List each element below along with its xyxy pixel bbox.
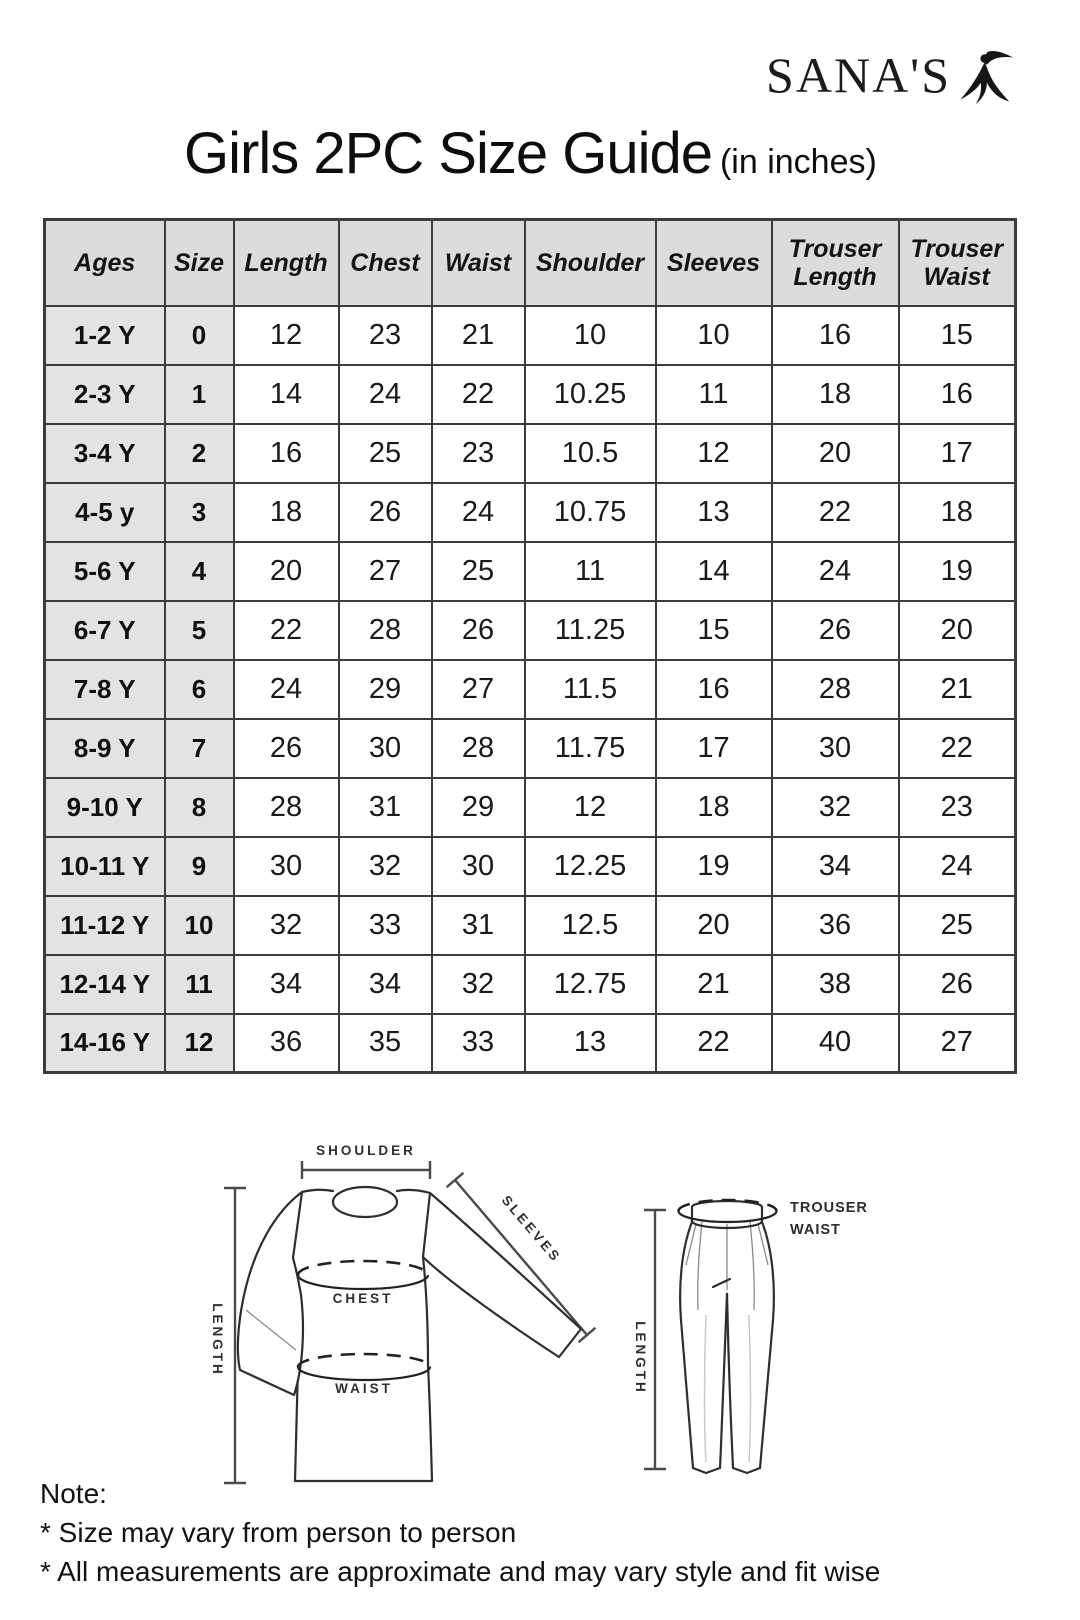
age-cell: 3-4 Y — [45, 424, 165, 483]
measure-cell: 32 — [339, 837, 432, 896]
table-row — [45, 1014, 1016, 1073]
brand-name: SANA'S — [766, 47, 951, 103]
measure-cell: 17 — [656, 719, 772, 778]
measure-cell: 18 — [772, 365, 899, 424]
measure-cell: 10.75 — [525, 483, 656, 542]
column-header: Shoulder — [525, 220, 656, 306]
measure-cell: 21 — [899, 660, 1016, 719]
measure-cell: 16 — [656, 660, 772, 719]
measure-cell: 16 — [772, 306, 899, 365]
table-header-row — [45, 220, 1016, 306]
age-cell: 2-3 Y — [45, 365, 165, 424]
title-main: Girls 2PC Size Guide — [184, 121, 712, 186]
measure-cell: 23 — [339, 306, 432, 365]
trouser-waist-label-line1: TROUSER — [790, 1200, 868, 1216]
shoulder-label: SHOULDER — [316, 1143, 416, 1158]
size-cell: 4 — [165, 542, 234, 601]
age-cell: 7-8 Y — [45, 660, 165, 719]
column-header: Sleeves — [656, 220, 772, 306]
page-title — [184, 121, 877, 186]
measure-cell: 10.5 — [525, 424, 656, 483]
table-row — [45, 778, 1016, 837]
size-cell: 5 — [165, 601, 234, 660]
measure-cell: 25 — [339, 424, 432, 483]
table-row — [45, 542, 1016, 601]
measure-cell: 11.25 — [525, 601, 656, 660]
measure-cell: 18 — [899, 483, 1016, 542]
age-cell: 8-9 Y — [45, 719, 165, 778]
table-row — [45, 601, 1016, 660]
measure-cell: 20 — [899, 601, 1016, 660]
sleeves-label: SLEEVES — [498, 1192, 565, 1266]
size-cell: 3 — [165, 483, 234, 542]
measure-cell: 17 — [899, 424, 1016, 483]
size-cell: 12 — [165, 1014, 234, 1073]
measure-cell: 10.25 — [525, 365, 656, 424]
size-cell: 8 — [165, 778, 234, 837]
size-cell: 7 — [165, 719, 234, 778]
note-heading: Note: — [40, 1478, 107, 1509]
measure-cell: 18 — [656, 778, 772, 837]
measure-cell: 27 — [899, 1014, 1016, 1073]
size-cell: 9 — [165, 837, 234, 896]
measure-cell: 28 — [432, 719, 525, 778]
chest-label: CHEST — [332, 1291, 394, 1306]
measure-cell: 11.75 — [525, 719, 656, 778]
waist-label: WAIST — [335, 1381, 393, 1396]
column-header: Trouser Length — [772, 220, 899, 306]
table-row — [45, 837, 1016, 896]
column-header: Waist — [432, 220, 525, 306]
table-row — [45, 424, 1016, 483]
measurement-diagram — [150, 1100, 870, 1498]
measure-cell: 15 — [899, 306, 1016, 365]
age-cell: 6-7 Y — [45, 601, 165, 660]
measure-cell: 34 — [234, 955, 339, 1014]
measure-cell: 18 — [234, 483, 339, 542]
tunic-length-label: LENGTH — [210, 1303, 225, 1377]
column-header: Trouser Waist — [899, 220, 1016, 306]
size-cell: 0 — [165, 306, 234, 365]
measure-cell: 32 — [234, 896, 339, 955]
measure-cell: 12 — [656, 424, 772, 483]
measure-cell: 31 — [432, 896, 525, 955]
measure-cell: 16 — [234, 424, 339, 483]
measure-cell: 30 — [772, 719, 899, 778]
measure-cell: 23 — [432, 424, 525, 483]
measure-cell: 34 — [772, 837, 899, 896]
measure-cell: 19 — [899, 542, 1016, 601]
measure-cell: 33 — [339, 896, 432, 955]
column-header: Ages — [45, 220, 165, 306]
measure-cell: 29 — [432, 778, 525, 837]
table-row — [45, 719, 1016, 778]
measure-cell: 22 — [772, 483, 899, 542]
measure-cell: 36 — [772, 896, 899, 955]
measure-cell: 21 — [656, 955, 772, 1014]
measure-cell: 10 — [525, 306, 656, 365]
measure-cell: 21 — [432, 306, 525, 365]
age-cell: 1-2 Y — [45, 306, 165, 365]
table-row — [45, 660, 1016, 719]
measure-cell: 14 — [656, 542, 772, 601]
measure-cell: 11 — [525, 542, 656, 601]
table-row — [45, 955, 1016, 1014]
measure-cell: 26 — [432, 601, 525, 660]
table-row — [45, 483, 1016, 542]
measure-cell: 26 — [899, 955, 1016, 1014]
table-row — [45, 896, 1016, 955]
measure-cell: 22 — [899, 719, 1016, 778]
chest-measure-ellipse — [298, 1261, 428, 1289]
title-unit: (in inches) — [719, 143, 877, 181]
measure-cell: 25 — [899, 896, 1016, 955]
woman-silhouette-icon — [956, 46, 1016, 114]
measure-cell: 12.75 — [525, 955, 656, 1014]
measure-cell: 28 — [339, 601, 432, 660]
measure-cell: 38 — [772, 955, 899, 1014]
measure-cell: 15 — [656, 601, 772, 660]
measure-cell: 34 — [339, 955, 432, 1014]
measure-cell: 10 — [656, 306, 772, 365]
size-cell: 1 — [165, 365, 234, 424]
measure-cell: 22 — [432, 365, 525, 424]
size-table — [43, 218, 1017, 1074]
size-cell: 10 — [165, 896, 234, 955]
measure-cell: 25 — [432, 542, 525, 601]
age-cell: 14-16 Y — [45, 1014, 165, 1073]
age-cell: 10-11 Y — [45, 837, 165, 896]
note-line-2: * All measurements are approximate and may vary style and fit wise — [40, 1556, 881, 1587]
age-cell: 5-6 Y — [45, 542, 165, 601]
size-cell: 11 — [165, 955, 234, 1014]
measure-cell: 27 — [339, 542, 432, 601]
column-header: Chest — [339, 220, 432, 306]
measure-cell: 24 — [339, 365, 432, 424]
measure-cell: 22 — [234, 601, 339, 660]
measure-cell: 14 — [234, 365, 339, 424]
note-line-1: * Size may vary from person to person — [40, 1517, 517, 1548]
table-row — [45, 365, 1016, 424]
measure-cell: 20 — [234, 542, 339, 601]
measure-cell: 11 — [656, 365, 772, 424]
age-cell: 12-14 Y — [45, 955, 165, 1014]
measure-cell: 13 — [525, 1014, 656, 1073]
trouser-length-label: LENGTH — [633, 1321, 648, 1395]
measure-cell: 19 — [656, 837, 772, 896]
trouser-drawing — [679, 1200, 777, 1473]
measure-cell: 22 — [656, 1014, 772, 1073]
measure-cell: 33 — [432, 1014, 525, 1073]
size-cell: 6 — [165, 660, 234, 719]
age-cell: 9-10 Y — [45, 778, 165, 837]
measure-cell: 24 — [772, 542, 899, 601]
measure-cell: 24 — [432, 483, 525, 542]
measure-cell: 12.5 — [525, 896, 656, 955]
age-cell: 11-12 Y — [45, 896, 165, 955]
column-header: Size — [165, 220, 234, 306]
measure-cell: 29 — [339, 660, 432, 719]
measure-cell: 32 — [772, 778, 899, 837]
measure-cell: 24 — [234, 660, 339, 719]
measure-cell: 32 — [432, 955, 525, 1014]
measure-cell: 20 — [772, 424, 899, 483]
measure-cell: 30 — [432, 837, 525, 896]
age-cell: 4-5 y — [45, 483, 165, 542]
measure-cell: 26 — [772, 601, 899, 660]
size-cell: 2 — [165, 424, 234, 483]
note-section — [40, 1474, 880, 1591]
measure-cell: 27 — [432, 660, 525, 719]
measure-cell: 13 — [656, 483, 772, 542]
measure-cell: 12 — [234, 306, 339, 365]
measure-cell: 28 — [234, 778, 339, 837]
trouser-waist-label-line2: WAIST — [790, 1222, 841, 1238]
shoulder-measure-line — [302, 1161, 430, 1179]
column-header: Length — [234, 220, 339, 306]
measure-cell: 36 — [234, 1014, 339, 1073]
measure-cell: 31 — [339, 778, 432, 837]
table-row — [45, 306, 1016, 365]
measure-cell: 26 — [234, 719, 339, 778]
measure-cell: 11.5 — [525, 660, 656, 719]
measure-cell: 12 — [525, 778, 656, 837]
measure-cell: 30 — [234, 837, 339, 896]
brand-logo — [766, 47, 1016, 114]
measure-cell: 40 — [772, 1014, 899, 1073]
waist-measure-ellipse — [298, 1354, 430, 1380]
measure-cell: 28 — [772, 660, 899, 719]
measure-cell: 23 — [899, 778, 1016, 837]
measure-cell: 16 — [899, 365, 1016, 424]
measure-cell: 12.25 — [525, 837, 656, 896]
measure-cell: 26 — [339, 483, 432, 542]
measure-cell: 30 — [339, 719, 432, 778]
size-table-body — [45, 306, 1016, 1073]
measure-cell: 35 — [339, 1014, 432, 1073]
measure-cell: 20 — [656, 896, 772, 955]
measure-cell: 24 — [899, 837, 1016, 896]
